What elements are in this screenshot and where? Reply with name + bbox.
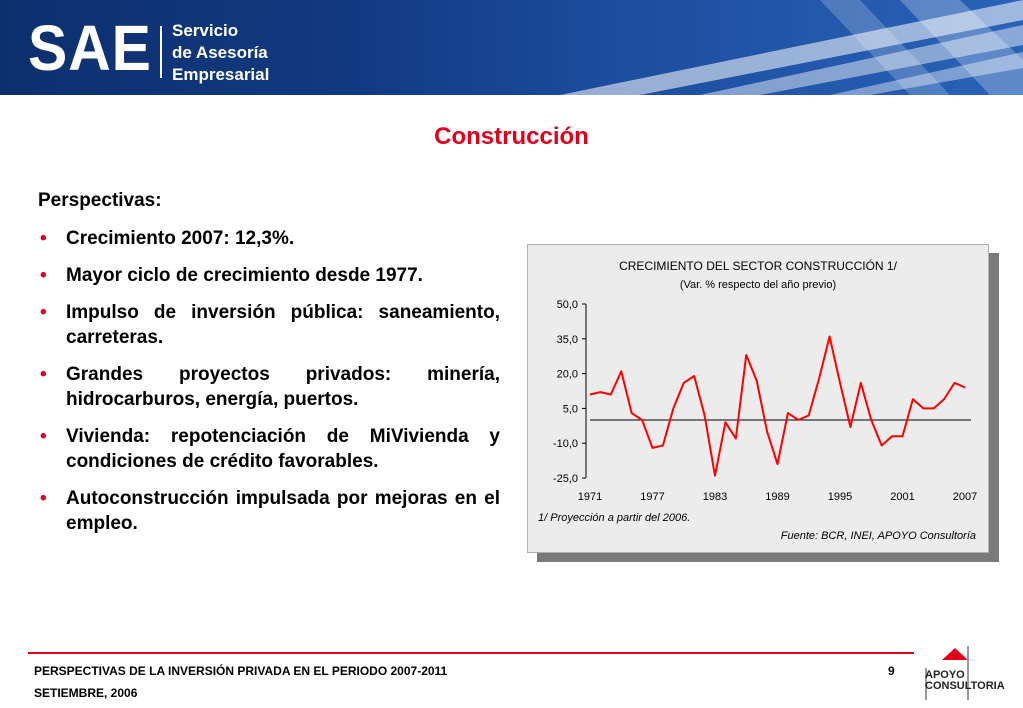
x-tick-label: 2001: [890, 491, 915, 503]
line-chart: [528, 245, 988, 552]
y-tick-label: 20,0: [556, 368, 578, 381]
logo-line: de Asesoría: [172, 43, 268, 62]
x-tick-label: 2007: [952, 491, 978, 503]
bullet-text: Vivienda: repotenciación de MiVivienda y condiciones de crédito favorables.: [66, 426, 500, 472]
bullet-icon: •: [40, 265, 47, 286]
header-banner: [0, 0, 1023, 95]
logo-line: Empresarial: [172, 65, 270, 84]
bullet-text: Autoconstrucción impulsada por mejoras en el empleo.: [66, 488, 500, 534]
brand-line: APOYO: [925, 669, 965, 681]
bullet-text: Grandes proyectos privados: minería, hidrocarburos, energía, puertos.: [66, 364, 500, 410]
page-number: 9: [888, 664, 895, 678]
logo-separator: [160, 26, 162, 78]
x-tick-label: 1995: [827, 491, 853, 503]
footer-date: SETIEMBRE, 2006: [34, 686, 138, 700]
x-tick-label: 1983: [702, 491, 728, 503]
apoyo-logo-text: [925, 670, 1005, 692]
brand-line: CONSULTORIA: [925, 680, 1005, 692]
bullet-text: Impulso de inversión pública: saneamiento, carreteras.: [66, 302, 500, 348]
y-tick-label: 5,0: [562, 403, 578, 416]
footer-title: PERSPECTIVAS DE LA INVERSIÓN PRIVADA EN EL PERIODO 2007-2011: [34, 664, 448, 678]
y-tick-label: 35,0: [556, 333, 578, 346]
list-item: [38, 263, 500, 288]
footer-divider: [28, 652, 914, 654]
y-tick-label: -25,0: [552, 473, 578, 485]
bullet-text: Crecimiento 2007: 12,3%.: [66, 228, 295, 249]
chart-source: Fuente: BCR, INEI, APOYO Consultoría: [780, 530, 976, 542]
x-tick-label: 1971: [577, 491, 603, 503]
perspectives-block: [38, 190, 500, 548]
chart-footnote: 1/ Proyección a partir del 2006.: [538, 512, 691, 524]
bullet-icon: •: [40, 426, 47, 447]
chart-subtitle: (Var. % respecto del año previo): [679, 279, 837, 291]
bullet-icon: •: [40, 364, 47, 385]
page-title: Construcción: [434, 123, 589, 150]
chart-panel: [527, 244, 989, 553]
logo-line: Servicio: [172, 21, 239, 40]
bullet-icon: •: [40, 302, 47, 323]
list-item: [38, 226, 500, 251]
series-line: [590, 336, 965, 475]
perspectives-heading: Perspectivas:: [38, 190, 162, 211]
list-item: [38, 424, 500, 474]
x-tick-label: 1989: [765, 491, 790, 503]
sae-logo: SAE: [28, 12, 152, 84]
list-item: [38, 300, 500, 350]
list-item: [38, 486, 500, 536]
x-tick-label: 1977: [640, 491, 665, 503]
bullet-list: [38, 226, 500, 536]
bullet-text: Mayor ciclo de crecimiento desde 1977.: [66, 265, 423, 286]
y-tick-label: 50,0: [556, 299, 578, 311]
y-tick-label: -10,0: [552, 438, 578, 451]
list-item: [38, 362, 500, 412]
logo-tagline: [172, 20, 269, 86]
bullet-icon: •: [40, 228, 47, 249]
banner-rays-decoration: [0, 0, 1023, 95]
bullet-icon: •: [40, 488, 47, 509]
chart-title: CRECIMIENTO DEL SECTOR CONSTRUCCIÓN 1/: [619, 259, 897, 273]
